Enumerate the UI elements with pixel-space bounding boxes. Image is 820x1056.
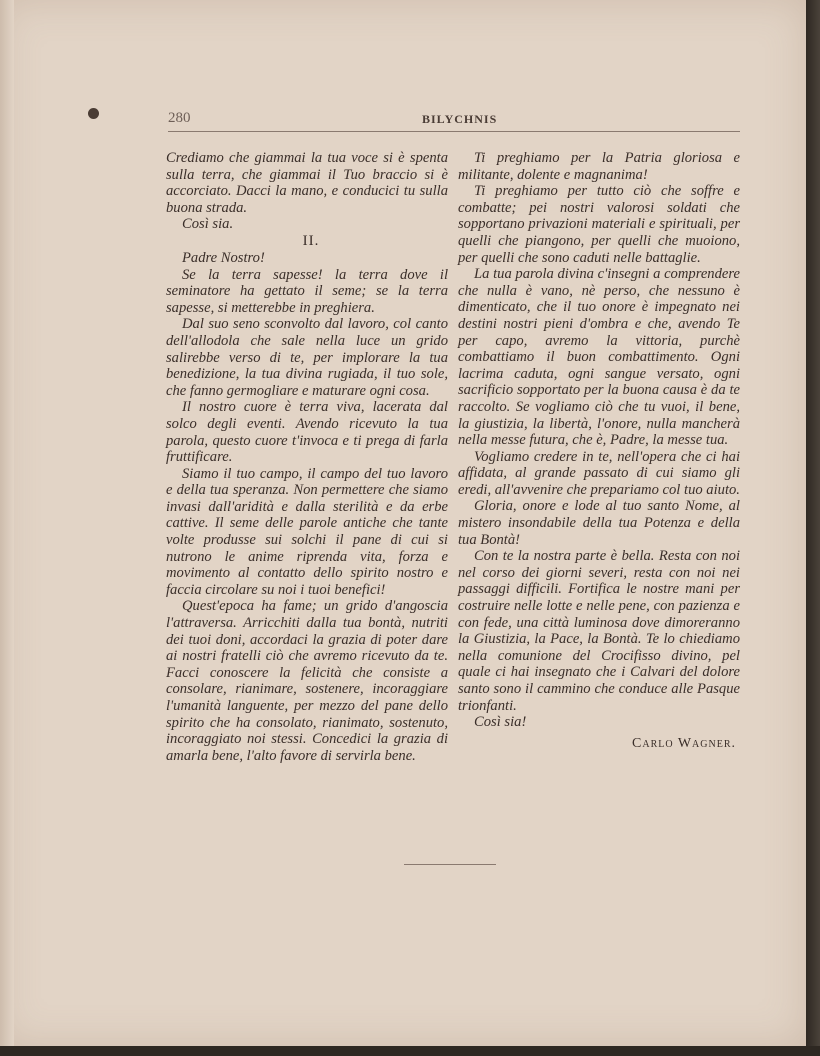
- paragraph: Quest'epoca ha fame; un grido d'angoscia l'attraversa. Arricchiti dalla tua bontà, nutriti dei tuoi doni, accordaci la grazia di poter dare ai nostri fratelli ciò che avremo ricevuto da te. Facci conoscere la felicità che consiste a consolare, rianimare, sostenere, incoraggiare l'umanità languente, per mezzo del pane dello spirito che ha consolato, rianimato, sostenuto, incoraggiato noi stessi. Concedici la grazia di amarla bene, l'alto favore di servirla bene.: [166, 598, 448, 764]
- binding-hole: [88, 108, 99, 119]
- paragraph: Gloria, onore e lode al tuo santo Nome, al mistero insondabile della tua Potenza e della tua Bontà!: [458, 498, 740, 548]
- page-right-edge: [806, 0, 820, 1056]
- end-rule: [404, 864, 496, 865]
- paragraph: Ti preghiamo per tutto ciò che soffre e combatte; pei nostri valorosi soldati che sopportano privazioni materiali e spirituali, per quelli che piangono, per quelli che muoiono, per quelli che sono caduti nelle battaglie.: [458, 183, 740, 266]
- section-number: II.: [302, 232, 320, 249]
- page-number: 280: [168, 110, 191, 126]
- paragraph: Vogliamo credere in te, nell'opera che ci hai affidata, al grande passato di cui siamo gli eredi, all'avvenire che prepariamo col tuo aiuto.: [458, 448, 740, 498]
- header-rule: [168, 131, 740, 132]
- paragraph: Così sia!: [474, 714, 527, 731]
- paragraph: Dal suo seno sconvolto dal lavoro, col canto dell'allodola che sale nella luce un grido salirebbe verso di te, per implorare la tua benedizione, la tua divina rugiada, il tuo sole, che fanno germogliare e maturare ogni cosa.: [166, 316, 448, 399]
- paragraph: Così sia.: [182, 216, 234, 233]
- page-header: [168, 110, 738, 130]
- paragraph: Con te la nostra parte è bella. Resta con noi nel corso dei giorni severi, resta con noi nei passaggi difficili. Fortifica le nostre mani per costruire nelle lotte e nelle pene, con pazienza e con fede, una città luminosa dove dimoreranno la Giustizia, la Pace, la Bontà. Te lo chiediamo nella comunione del Crocifisso divino, pel quale ci hai insegnato che i Calvari del dolore santo sono il cammino che conduce alle Pasque trionfanti.: [458, 548, 740, 714]
- right-column: [458, 150, 740, 752]
- binding-edge: [0, 0, 14, 1046]
- paragraph: Se la terra sapesse! la terra dove il seminatore ha gettato il seme; se la terra sapesse, si metterebbe in preghiera.: [166, 266, 448, 316]
- paragraph: Ti preghiamo per la Patria gloriosa e militante, dolente e magnanima!: [458, 150, 740, 183]
- paragraph: La tua parola divina c'insegni a comprendere che nulla è vano, nè perso, che nessuno è dimenticato, che il tuo onore è impegnato nei destini nostri pieni d'ombra e che, avendo Te per capo, avremo la vittoria, purchè combattiamo il buon combattimento. Ogni lacrima caduta, ogni sangue versato, ogni sacrificio sopportato per la buona causa è da te raccolto. Se vogliamo ciò che tu vuoi, il bene, la giustizia, la libertà, l'onore, nulla mancherà nella messe futura, che è, Padre, la messe tua.: [458, 266, 740, 449]
- paragraph: Il nostro cuore è terra viva, lacerata dal solco degli eventi. Avendo ricevuto la tua parola, questo cuore t'invoca e ti prega di farla fruttificare.: [166, 399, 448, 466]
- author-signature: Carlo Wagner.: [632, 735, 736, 751]
- left-column: [166, 150, 448, 764]
- paragraph: Padre Nostro!: [182, 249, 265, 266]
- paragraph: Siamo il tuo campo, il campo del tuo lavoro e della tua speranza. Non permettere che siamo invasi dall'aridità e dalla sterilità e da erbe cattive. Il seme delle parole antiche che tante volte produsse sui solchi il pane di cui si nutrono le anime riprenda vita, forza e movimento al contatto dello spirito nostro e faccia circolare su noi i tuoi benefici!: [166, 465, 448, 598]
- page-bottom-edge: [0, 1046, 820, 1056]
- running-title: BILYCHNIS: [422, 112, 498, 126]
- paragraph: Crediamo che giammai la tua voce si è spenta sulla terra, che giammai il Tuo braccio si è accorciato. Dacci la mano, e conducici tu sulla buona strada.: [166, 150, 448, 216]
